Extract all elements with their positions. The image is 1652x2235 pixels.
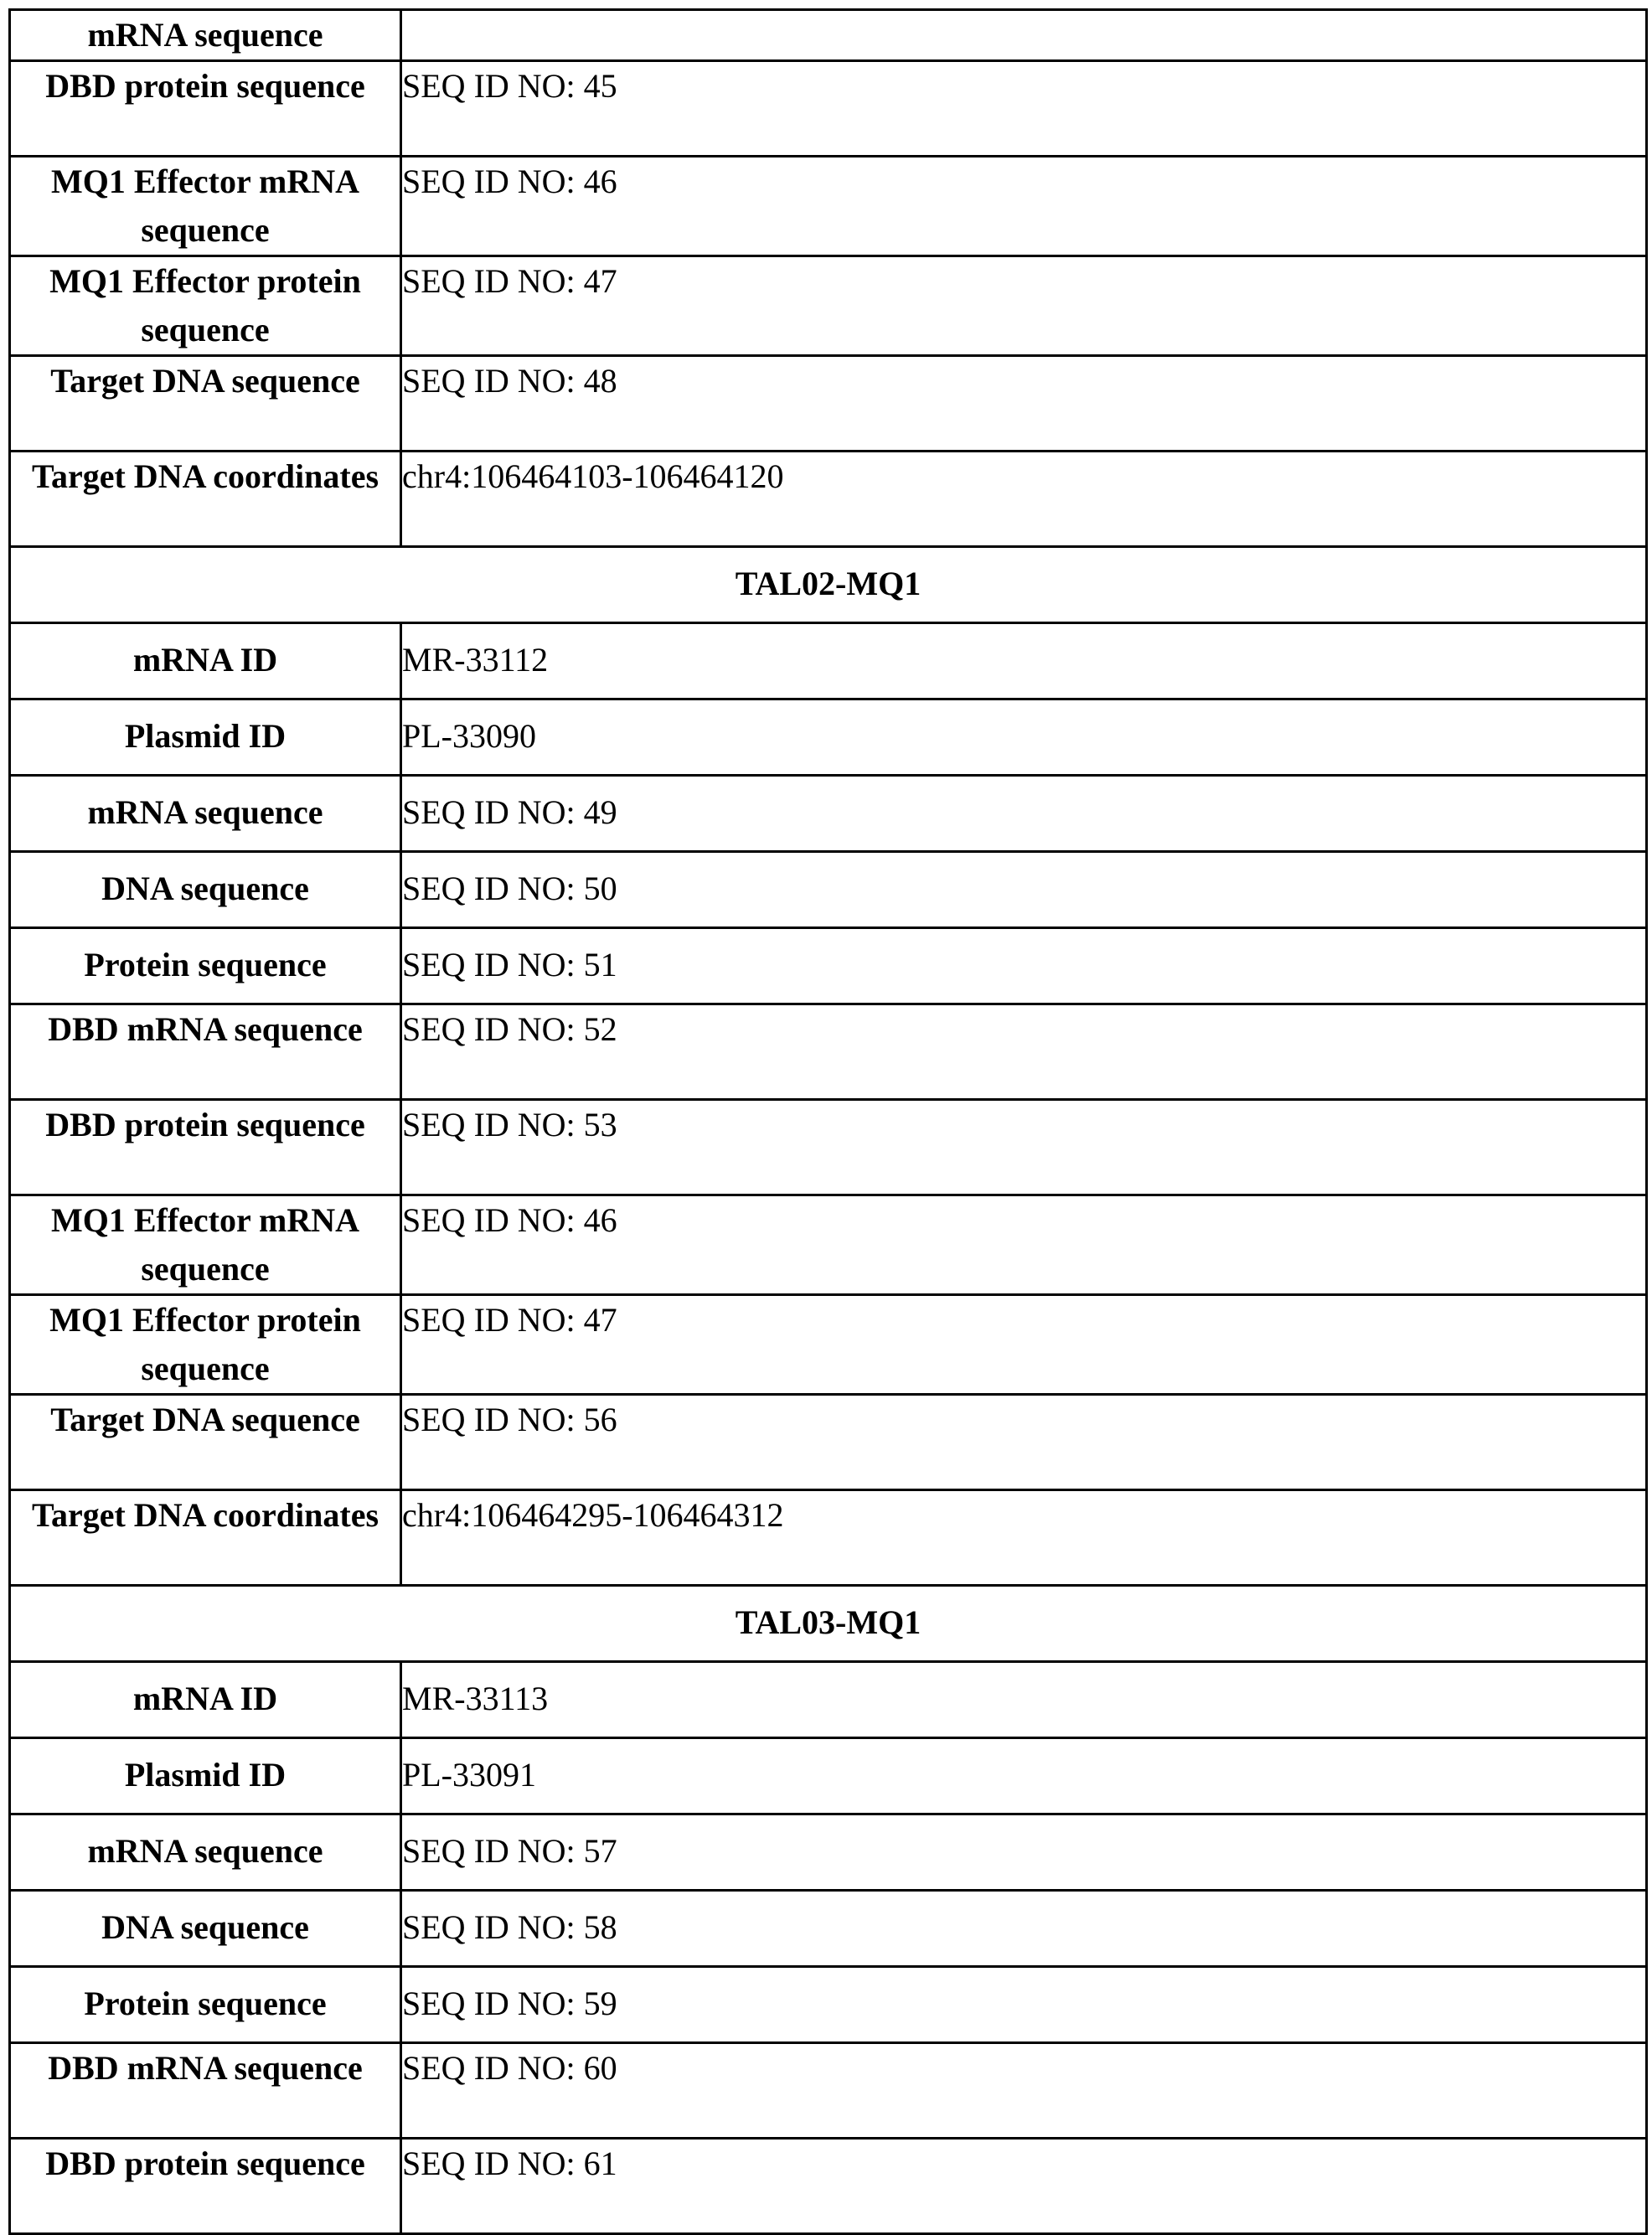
row-value: SEQ ID NO: 59 — [401, 1967, 1647, 2043]
row-value: SEQ ID NO: 46 — [401, 1195, 1647, 1295]
row-label: Plasmid ID — [10, 1738, 401, 1814]
row-label: DNA sequence — [10, 852, 401, 928]
row-label: Target DNA sequence — [10, 1395, 401, 1490]
row-value: SEQ ID NO: 46 — [401, 157, 1647, 256]
table-row — [10, 623, 1647, 699]
table-row — [10, 928, 1647, 1004]
table-row — [10, 2139, 1647, 2234]
table-row — [10, 1395, 1647, 1490]
row-label: mRNA ID — [10, 623, 401, 699]
row-value: chr4:106464103-106464120 — [401, 452, 1647, 547]
section-title: TAL03-MQ1 — [10, 1586, 1647, 1662]
table-row — [10, 256, 1647, 356]
row-value: SEQ ID NO: 61 — [401, 2139, 1647, 2234]
table-row — [10, 452, 1647, 547]
row-label: mRNA sequence — [10, 1814, 401, 1891]
row-value: MR-33112 — [401, 623, 1647, 699]
row-label: Protein sequence — [10, 1967, 401, 2043]
row-label: Target DNA coordinates — [10, 452, 401, 547]
table-row — [10, 1004, 1647, 1100]
section-header-row — [10, 547, 1647, 623]
row-value: PL-33091 — [401, 1738, 1647, 1814]
table-row — [10, 1100, 1647, 1195]
row-label: MQ1 Effector mRNA sequence — [10, 1195, 401, 1295]
sequence-table-body — [10, 10, 1647, 2234]
table-row — [10, 699, 1647, 776]
row-value: MR-33113 — [401, 1662, 1647, 1738]
row-label: mRNA sequence — [10, 776, 401, 852]
row-value: SEQ ID NO: 47 — [401, 256, 1647, 356]
row-value: SEQ ID NO: 58 — [401, 1891, 1647, 1967]
row-value: SEQ ID NO: 56 — [401, 1395, 1647, 1490]
row-value: SEQ ID NO: 51 — [401, 928, 1647, 1004]
row-value: SEQ ID NO: 57 — [401, 1814, 1647, 1891]
row-label: Target DNA sequence — [10, 356, 401, 452]
table-row — [10, 1195, 1647, 1295]
table-row — [10, 1814, 1647, 1891]
table-row — [10, 1967, 1647, 2043]
row-value: SEQ ID NO: 50 — [401, 852, 1647, 928]
row-label: DNA sequence — [10, 1891, 401, 1967]
row-label: MQ1 Effector protein sequence — [10, 256, 401, 356]
row-label: DBD protein sequence — [10, 61, 401, 157]
table-row — [10, 1662, 1647, 1738]
table-row — [10, 1490, 1647, 1586]
section-title: TAL02-MQ1 — [10, 547, 1647, 623]
table-row — [10, 157, 1647, 256]
row-value — [401, 10, 1647, 61]
table-row — [10, 2043, 1647, 2139]
table-row — [10, 776, 1647, 852]
section-header-row — [10, 1586, 1647, 1662]
row-value: SEQ ID NO: 49 — [401, 776, 1647, 852]
row-label: mRNA ID — [10, 1662, 401, 1738]
table-row — [10, 10, 1647, 61]
row-label: Target DNA coordinates — [10, 1490, 401, 1586]
row-value: SEQ ID NO: 45 — [401, 61, 1647, 157]
row-value: PL-33090 — [401, 699, 1647, 776]
row-value: SEQ ID NO: 53 — [401, 1100, 1647, 1195]
row-value: chr4:106464295-106464312 — [401, 1490, 1647, 1586]
table-row — [10, 61, 1647, 157]
row-value: SEQ ID NO: 52 — [401, 1004, 1647, 1100]
table-row — [10, 1738, 1647, 1814]
sequence-table — [8, 8, 1648, 2235]
row-value: SEQ ID NO: 48 — [401, 356, 1647, 452]
table-row — [10, 356, 1647, 452]
row-value: SEQ ID NO: 47 — [401, 1295, 1647, 1395]
row-label: Protein sequence — [10, 928, 401, 1004]
row-label: mRNA sequence — [10, 10, 401, 61]
table-row — [10, 1295, 1647, 1395]
row-label: DBD mRNA sequence — [10, 2043, 401, 2139]
row-label: DBD protein sequence — [10, 2139, 401, 2234]
row-label: MQ1 Effector mRNA sequence — [10, 157, 401, 256]
table-row — [10, 1891, 1647, 1967]
row-value: SEQ ID NO: 60 — [401, 2043, 1647, 2139]
row-label: DBD mRNA sequence — [10, 1004, 401, 1100]
row-label: DBD protein sequence — [10, 1100, 401, 1195]
row-label: MQ1 Effector protein sequence — [10, 1295, 401, 1395]
row-label: Plasmid ID — [10, 699, 401, 776]
table-row — [10, 852, 1647, 928]
